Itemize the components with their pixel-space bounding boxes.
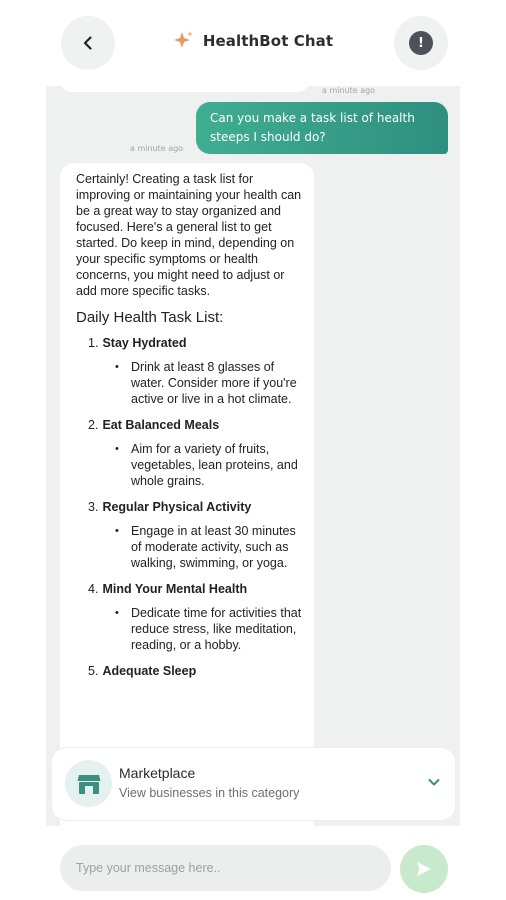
- task-item: [88, 663, 304, 679]
- chat-area[interactable]: [46, 86, 460, 826]
- previous-message-bubble: [60, 86, 310, 92]
- task-detail: • Engage in at least 30 minutes of moderate activity, such as walking, swimming, or yoga.: [131, 523, 304, 571]
- task-title: Stay Hydrated: [102, 336, 187, 350]
- marketplace-title: Marketplace: [119, 765, 196, 781]
- task-title: Eat Balanced Meals: [102, 418, 220, 432]
- header: [0, 0, 506, 86]
- bot-message-bubble: [60, 163, 314, 826]
- task-list-title: Daily Health Task List:: [76, 309, 224, 326]
- chevron-down-icon[interactable]: [424, 772, 444, 792]
- task-item: [88, 417, 304, 489]
- storefront-icon: [65, 760, 112, 807]
- message-input[interactable]: [76, 861, 391, 875]
- task-detail: • Drink at least 8 glasses of water. Consider more if you're active or live in a hot climate.: [131, 359, 304, 407]
- task-detail: • Aim for a variety of fruits, vegetables, lean proteins, and whole grains.: [131, 441, 304, 489]
- send-button[interactable]: [400, 845, 448, 893]
- info-button[interactable]: [394, 16, 448, 70]
- user-message-bubble: Can you make a task list of health steeps I should do?: [196, 102, 448, 154]
- bot-message-intro: Certainly! Creating a task list for improving or maintaining your health can be a great way to stay organized and focused. Here's a general list to get started. Do keep in mind, depending on your specific symptoms or health concerns, you might need to adjust or add more specific tasks.: [76, 172, 302, 298]
- marketplace-subtitle: View businesses in this category: [119, 786, 300, 800]
- send-icon: [415, 860, 433, 878]
- previous-message-timestamp: a minute ago: [322, 86, 376, 95]
- task-title: Adequate Sleep: [102, 664, 197, 678]
- marketplace-card[interactable]: [52, 748, 455, 820]
- task-number: 2.: [88, 418, 99, 432]
- task-number: 3.: [88, 500, 99, 514]
- task-detail: • Dedicate time for activities that reduce stress, like meditation, reading, or a hobby.: [131, 605, 304, 653]
- storefront-icon-glyph: [76, 771, 102, 797]
- sparkle-icon: [173, 30, 195, 52]
- task-number: 1.: [88, 336, 99, 350]
- task-number: 5.: [88, 664, 99, 678]
- task-title: Regular Physical Activity: [102, 500, 252, 514]
- task-item: [88, 499, 304, 571]
- task-title: Mind Your Mental Health: [102, 582, 248, 596]
- task-item: [88, 581, 304, 653]
- message-input-container[interactable]: [60, 845, 391, 891]
- info-icon: !: [409, 31, 433, 55]
- task-number: 4.: [88, 582, 99, 596]
- page-title: HealthBot Chat: [202, 32, 334, 50]
- user-message-timestamp: a minute ago: [130, 144, 184, 153]
- task-item: [88, 335, 304, 407]
